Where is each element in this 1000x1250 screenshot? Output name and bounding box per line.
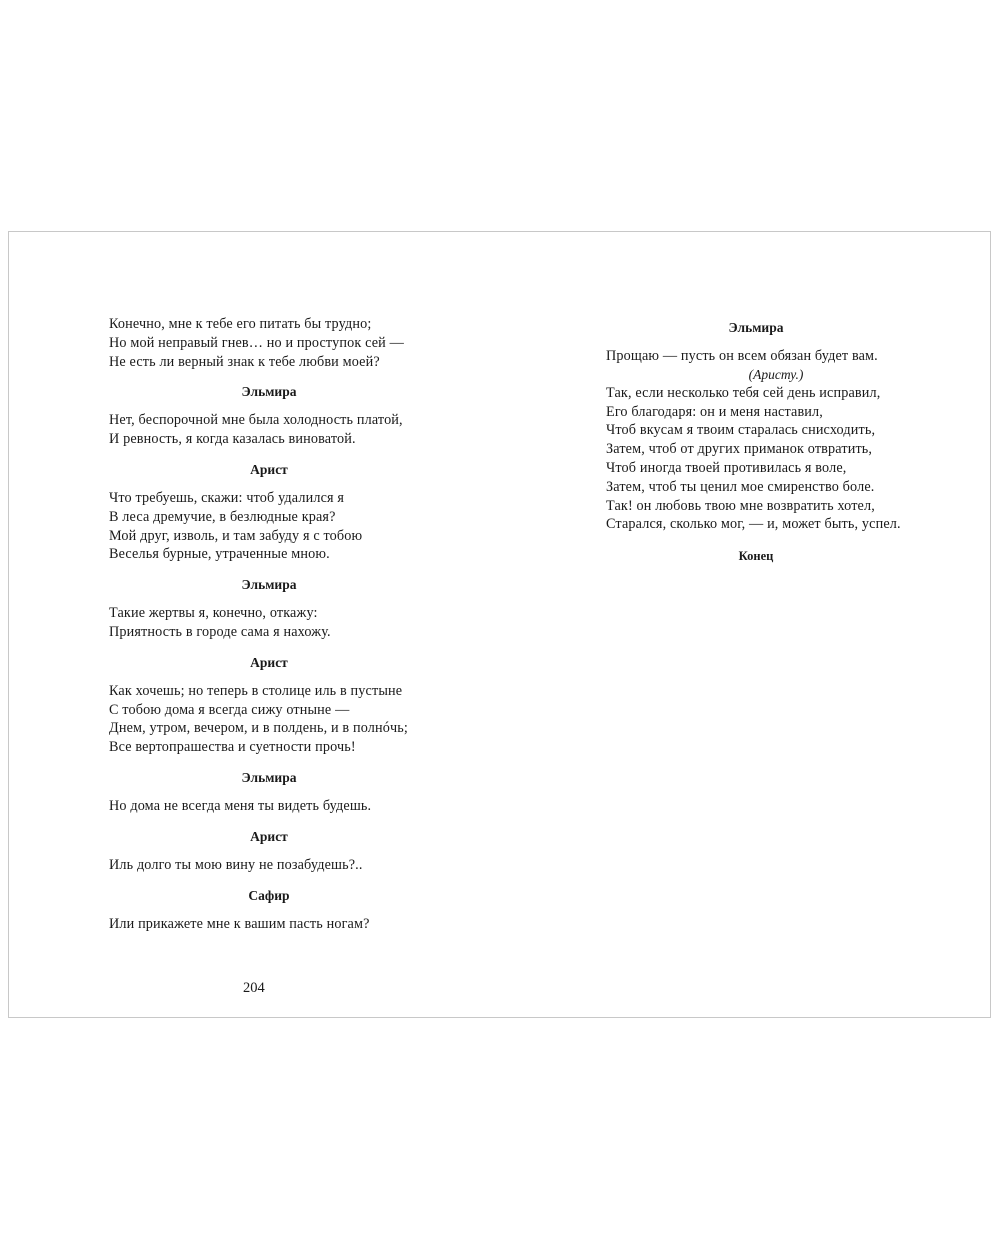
verse-line: Иль долго ты мою вину не позабудешь?.. xyxy=(109,856,363,873)
verse-line: Приятность в городе сама я нахожу. xyxy=(109,623,331,640)
verse-line: Конечно, мне к тебе его питать бы трудно; xyxy=(109,316,372,332)
speaker-name: Эльмира xyxy=(728,320,784,335)
left-page xyxy=(9,232,500,1017)
verse-line: Старался, сколько мог, — и, может быть, успел. xyxy=(606,516,901,533)
verse-line: С тобою дома я всегда сижу отныне — xyxy=(109,701,350,718)
right-text-column xyxy=(606,319,906,565)
verse-line: Чтоб иногда твоей противилась я воле, xyxy=(606,459,847,476)
verse-line: Чтоб вкусам я твоим старалась снисходить, xyxy=(606,422,876,439)
verse-line: Но дома не всегда меня ты видеть будешь. xyxy=(109,797,372,814)
speaker-name: Арист xyxy=(250,654,288,670)
end-label: Конец xyxy=(738,549,774,564)
speaker-name: Эльмира xyxy=(241,384,297,400)
verse-line: Как хочешь; но теперь в столице иль в пустыне xyxy=(109,682,403,699)
left-text-column xyxy=(109,315,429,933)
verse-line: Затем, чтоб от других приманок отвратить, xyxy=(606,441,873,458)
verse-line: Затем, чтоб ты ценил мое смиренство боле. xyxy=(606,478,875,495)
verse-line: Все вертопрашества и суетности прочь! xyxy=(109,739,356,756)
verse-line: Что требуешь, скажи: чтоб удалился я xyxy=(109,489,345,506)
speaker-name: Сафир xyxy=(248,887,290,903)
verse-line: Так! он любовь твою мне возвратить хотел, xyxy=(606,497,875,514)
verse-line: Днем, утром, вечером, и в полдень, и в полнóчь; xyxy=(109,720,408,737)
verse-line: Но мой неправый гнев… но и проступок сей — xyxy=(109,334,404,351)
right-page xyxy=(500,232,990,1017)
book-spread xyxy=(8,231,991,1018)
verse-line: Так, если несколько тебя сей день исправил, xyxy=(606,384,881,401)
verse-line: Мой друг, изволь, и там забуду я с тобою xyxy=(109,527,363,544)
verse-line: Его благодаря: он и меня наставил, xyxy=(606,403,823,420)
stage-direction: (Аристу.) xyxy=(748,366,804,382)
speaker-name: Арист xyxy=(250,828,288,844)
speaker-name: Арист xyxy=(250,461,288,477)
page-number: 204 xyxy=(243,980,265,996)
speaker-name: Эльмира xyxy=(241,769,297,785)
verse-line: Веселья бурные, утраченные мною. xyxy=(109,546,330,563)
verse-line: Такие жертвы я, конечно, откажу: xyxy=(109,605,318,622)
verse-line: И ревность, я когда казалась виноватой. xyxy=(109,431,356,448)
verse-line: Прощаю — пусть он всем обязан будет вам. xyxy=(606,348,878,364)
verse-line: Не есть ли верный знак к тебе любви моей? xyxy=(109,353,380,370)
speaker-name: Эльмира xyxy=(241,577,297,593)
verse-line: Или прикажете мне к вашим пасть ногам? xyxy=(109,915,370,932)
verse-line: В леса дремучие, в безлюдные края? xyxy=(109,508,336,525)
verse-line: Нет, беспорочной мне была холодность платой, xyxy=(109,412,403,429)
